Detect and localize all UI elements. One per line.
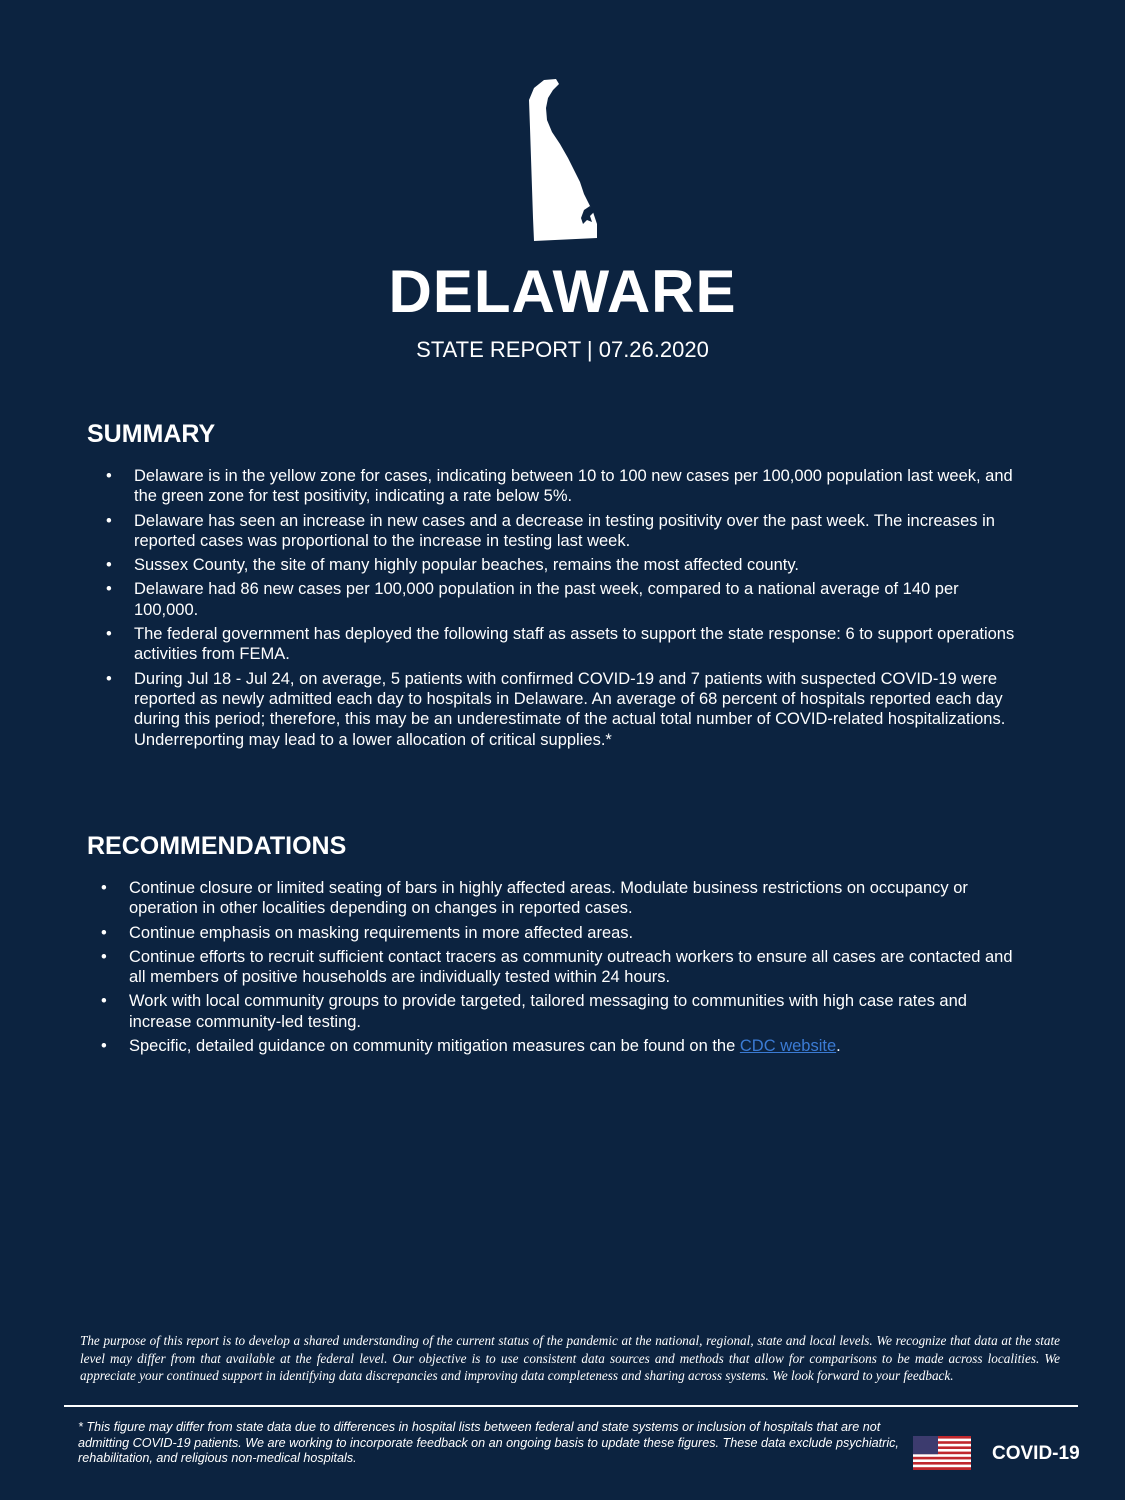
summary-item: • Delaware had 86 new cases per 100,000 population in the past week, compared to a national average of 140 per 100,000. [106,580,959,619]
summary-list [106,466,1024,754]
report-subtitle: STATE REPORT | 07.26.2020 [416,337,709,362]
bullet-icon: • [101,1037,107,1056]
bullet-icon: • [106,669,112,688]
summary-heading: SUMMARY [87,420,216,448]
recommendations-list [101,878,1019,1060]
bullet-icon: • [106,625,112,644]
covid-19-badge: COVID-19 [992,1443,1080,1464]
bullet-icon: • [101,879,107,897]
report-disclaimer: The purpose of this report is to develop a shared understanding of the current status of the pandemic at the national, regional, state and local levels. We recognize that data at the state level may differ from that available at the federal level. Our objective is to use consistent data sources and methods that allow for comparisons to be made across localities. We appreciate your continued support in identifying data discrepancies and improving data completeness and sharing across systems. We look forward to your feedback. [80,1333,1060,1383]
summary-item: • During Jul 18 - Jul 24, on average, 5 patients with confirmed COVID-19 and 7 patients with suspected COVID-19 were reported as newly admitted each day to hospitals in Delaware. An average of 68 percent of hospitals reported each day during this period; therefore, this may be an underestimate of the actual total number of COVID-related hospitalizations. Underreporting may lead to a lower allocation of critical supplies.* [106,669,1006,749]
bullet-icon: • [106,580,112,599]
bullet-icon: • [106,556,112,575]
summary-item: • The federal government has deployed the following staff as assets to support the state response: 6 to support operations activities from FEMA. [106,625,1015,664]
recommendation-item: • Specific, detailed guidance on community mitigation measures can be found on the CDC website. [101,1037,841,1056]
hospital-footnote: * This figure may differ from state data due to differences in hospital lists between federal and state systems or inclusion of hospitals that are not admitting COVID-19 patients. We are working to incorporate feedback on an ongoing basis to update these figures. These data exclude psychiatric, rehabilitation, and religious non-medical hospitals. [78,1420,899,1466]
bullet-icon: • [101,947,107,966]
recommendations-heading: RECOMMENDATIONS [87,832,347,860]
us-flag-icon [913,1436,971,1470]
page-title: DELAWARE [388,258,737,325]
summary-item: • Delaware is in the yellow zone for cases, indicating between 10 to 100 new cases per 100,000 population last week, and the green zone for test positivity, indicating a rate below 5%. [106,467,1013,506]
bullet-icon: • [101,923,107,942]
bullet-icon: • [106,511,112,530]
summary-item: • Sussex County, the site of many highly popular beaches, remains the most affected county. [106,556,799,575]
recommendation-item: • Continue efforts to recruit sufficient contact tracers as community outreach workers to ensure all cases are contacted and all members of positive households are individually tested within 24 hours. [101,947,1013,987]
recommendation-item: • Continue closure or limited seating of bars in highly affected areas. Modulate business restrictions on occupancy or operation in other localities depending on changes in reported cases. [101,879,968,918]
summary-item: • Delaware has seen an increase in new cases and a decrease in testing positivity over the past week. The increases in reported cases was proportional to the increase in testing last week. [106,511,995,550]
bullet-icon: • [106,467,112,485]
cdc-website-link[interactable]: CDC website [739,1037,837,1056]
footer-divider [64,1405,1078,1407]
delaware-map-icon [526,78,600,244]
bullet-icon: • [101,992,107,1011]
recommendation-item: • Continue emphasis on masking requirements in more affected areas. [101,923,634,942]
recommendation-item: • Work with local community groups to provide targeted, tailored messaging to communities with high case rates and increase community-led testing. [101,992,967,1031]
